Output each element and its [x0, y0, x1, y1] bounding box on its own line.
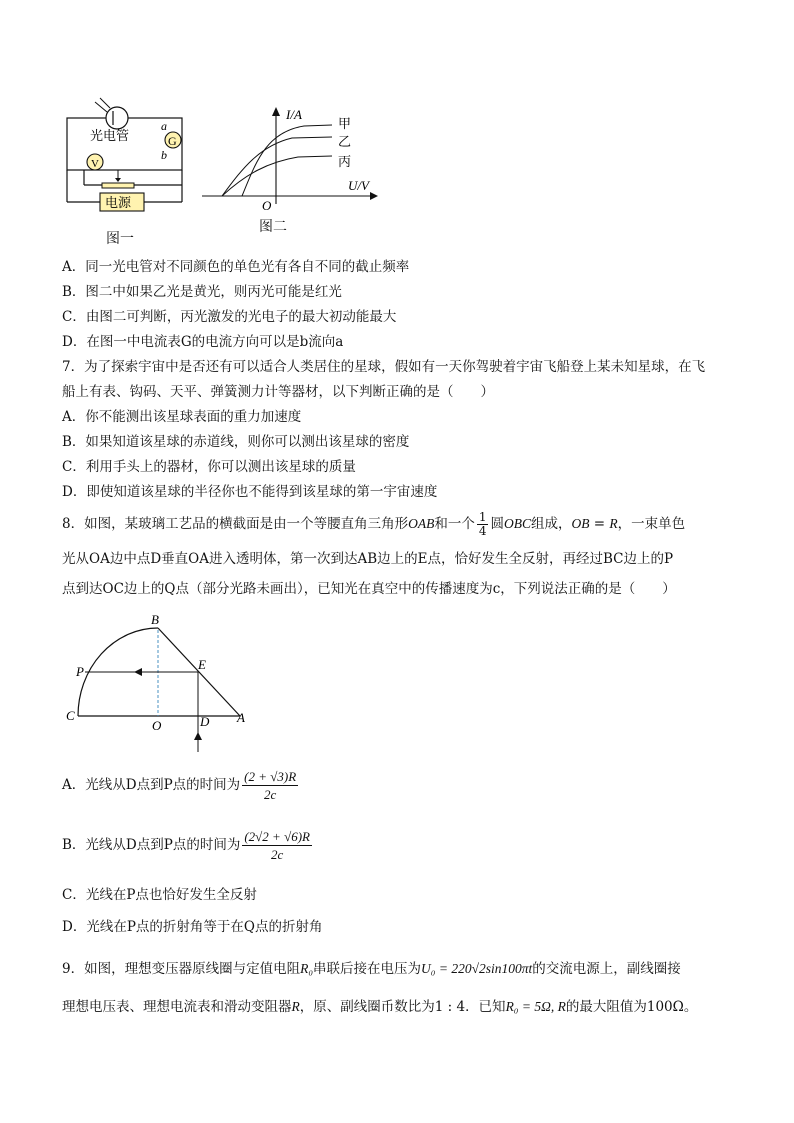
q8-label-d: D — [200, 714, 210, 729]
fig1-power-label: 电源 — [105, 195, 132, 210]
fig1-terminal-a: a — [161, 119, 167, 133]
fig1-terminal-b: b — [161, 148, 167, 162]
curve-bing — [222, 156, 332, 196]
q7-option-a: A．你不能测出该星球表面的重力加速度 — [62, 409, 302, 425]
fig1-voltmeter-label: V — [91, 158, 99, 170]
q8-label-e: E — [198, 657, 206, 672]
fig2-origin: O — [262, 198, 272, 213]
q9-stem-line-2: 理想电压表、理想电流表和滑动变阻器R，原、副线圈币数比为1 : 4．已知R₀ = 5Ω, R的最大阻值为100Ω。 — [62, 999, 698, 1015]
fig1-galvanometer-label: G — [168, 134, 177, 148]
q6-option-c: C．由图二可判断，丙光激发的光电子的最大初动能最大 — [62, 309, 397, 325]
fig2-x-axis-label: U/V — [348, 178, 369, 193]
q8-option-a: A．光线从D点到P点的时间为 $\frac{(2 + √3)R}{2c}$ — [62, 769, 297, 802]
fig2-curve-label-yi: 乙 — [338, 134, 352, 149]
rheostat — [102, 183, 134, 188]
q7-stem-line-1: 7．为了探索宇宙中是否还有可以适合人类居住的星球，假如有一天你驾驶着宇宙飞船登上某未知星球，在飞 — [62, 359, 706, 375]
figure-1-caption: 图一 — [106, 231, 134, 247]
photo-tube — [106, 107, 128, 129]
q8-option-b-fraction: $\frac{(2√2 + √6)R}{2c}$ — [244, 829, 310, 862]
q8-option-b: B．光线从D点到P点的时间为 $\frac{(2√2 + √6)R}{2c}$ — [62, 829, 310, 862]
q7-option-b: B．如果知道该星球的赤道线，则你可以测出该星球的密度 — [62, 434, 410, 450]
q8-figure-glass-section — [62, 612, 262, 757]
q8-stem-line-1: 8．如图，某玻璃工艺品的横截面是由一个等腰直角三角形OAB和一个 $\frac{1}{4}$ 圆OBC组成，OB = R，一束单色 — [62, 510, 686, 538]
q8-label-b: B — [151, 612, 159, 627]
q7-option-c: C．利用手头上的器材，你可以测出该星球的质量 — [62, 459, 356, 475]
q7-option-d: D．即使知道该星球的半径你也不能得到该星球的第一宇宙速度 — [62, 484, 438, 500]
curve-jia — [242, 125, 332, 196]
q8-option-c: C．光线在P点也恰好发生全反射 — [62, 887, 257, 903]
q8-label-a: A — [237, 710, 245, 725]
q8-label-o: O — [152, 718, 162, 733]
q8-stem-line-3: 点到达OC边上的Q点（部分光路未画出），已知光在真空中的传播速度为c，下列说法正确的是（ ） — [62, 581, 676, 597]
figure-1-circuit — [62, 92, 192, 222]
q8-label-c: C — [66, 708, 75, 723]
q6-option-d: D．在图一中电流表G的电流方向可以是b流向a — [62, 334, 344, 350]
figure-2-iu-graph — [200, 104, 385, 214]
q9-stem-line-1: 9．如图，理想变压器原线圈与定值电阻R₀串联后接在电压为U₀ = 220√2sin100πt的交流电源上，副线圈接 — [62, 961, 681, 977]
q8-label-p: P — [76, 664, 84, 679]
fig2-y-axis-label: I/A — [286, 107, 302, 122]
q8-stem-line-2: 光从OA边中点D垂直OA进入透明体，第一次到达AB边上的E点，恰好发生全反射，再经过BC边上的P — [62, 551, 674, 567]
curve-yi — [222, 137, 332, 196]
fig1-tube-label: 光电管 — [90, 128, 130, 143]
q6-option-a: A．同一光电管对不同颜色的单色光有各自不同的截止频率 — [62, 259, 410, 275]
q8-option-d: D．光线在P点的折射角等于在Q点的折射角 — [62, 919, 323, 935]
figure-2-caption: 图二 — [259, 219, 287, 235]
q7-stem-line-2: 船上有表、钩码、天平、弹簧测力计等器材，以下判断正确的是（ ） — [62, 384, 494, 400]
fig2-curve-label-bing: 丙 — [338, 154, 352, 169]
quarter-fraction: $\frac{1}{4}$ — [478, 510, 487, 538]
fig2-curve-label-jia: 甲 — [338, 116, 352, 131]
q6-option-b: B．图二中如果乙光是黄光，则丙光可能是红光 — [62, 284, 342, 300]
q8-option-a-fraction: $\frac{(2 + √3)R}{2c}$ — [244, 769, 297, 802]
